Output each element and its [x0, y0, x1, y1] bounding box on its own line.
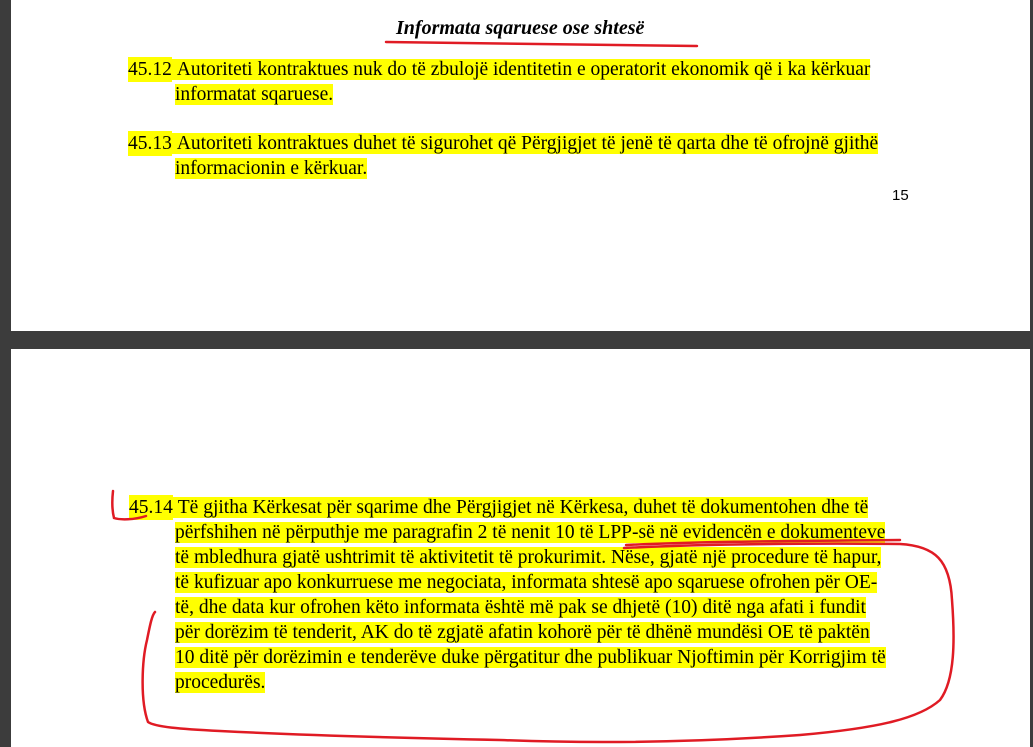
paragraph-text: për dorëzim të tenderit, AK do të zgjatë afatin kohorë për të dhënë mundësi OE të paktën	[175, 622, 870, 643]
paragraph-text: të, dhe data kur ofrohen këto informata është më pak se dhjetë (10) ditë nga afati i fundit	[175, 597, 866, 618]
paragraph-45-14-line-5	[175, 595, 866, 620]
paragraph-text: procedurës.	[175, 672, 266, 693]
paragraph-45-14-line-3	[175, 545, 881, 570]
paragraph-45-14-line-8	[175, 670, 265, 695]
paragraph-45-14-line-2	[175, 520, 885, 545]
page-number: 15	[892, 187, 909, 204]
paragraph-text: të mbledhura gjatë ushtrimit të aktivitetit të prokurimit. Nëse, gjatë një procedure të hapur,	[175, 547, 882, 568]
paragraph-45-13-line-2	[175, 156, 367, 181]
paragraph-text: Autoriteti kontraktues duhet të sigurohet që Përgjigjet të jenë të qarta dhe të ofrojnë gjithë	[176, 133, 879, 154]
paragraph-text: përfshihen në përputhje me paragrafin 2 të nenit 10 të LPP-së në evidencën e dokumenteve	[175, 522, 886, 543]
paragraph-number: 45.14	[129, 497, 173, 518]
paragraph-text: Autoriteti kontraktues nuk do të zbulojë identitetin e operatorit ekonomik që i ka kërkuar	[176, 59, 871, 80]
paragraph-text: Të gjitha Kërkesat për sqarime dhe Përgjigjet në Kërkesa, duhet të dokumentohen dhe të	[177, 497, 869, 518]
paragraph-45-14-line-6	[175, 620, 870, 645]
paragraph-45-13-line-1	[128, 131, 878, 156]
section-heading: Informata sqaruese ose shtesë	[396, 17, 645, 39]
paragraph-45-14-line-1	[129, 495, 868, 520]
paragraph-number: 45.12	[128, 59, 172, 80]
paragraph-45-14-line-4	[175, 570, 877, 595]
document-page-15	[11, 0, 1030, 331]
paragraph-45-12-line-1	[128, 57, 870, 82]
paragraph-45-14-line-7	[175, 645, 886, 670]
paragraph-number: 45.13	[128, 133, 172, 154]
paragraph-text: informacionin e kërkuar.	[175, 158, 368, 179]
paragraph-text: 10 ditë për dorëzimin e tenderëve duke përgatitur dhe publikuar Njoftimin për Korrigjim të	[175, 647, 886, 668]
paragraph-text: informatat sqaruese.	[175, 84, 334, 105]
document-page-16	[11, 349, 1030, 747]
paragraph-text: të kufizuar apo konkurruese me negociata, informata shtesë apo sqaruese ofrohen për OE-	[175, 572, 878, 593]
paragraph-45-12-line-2	[175, 82, 333, 107]
